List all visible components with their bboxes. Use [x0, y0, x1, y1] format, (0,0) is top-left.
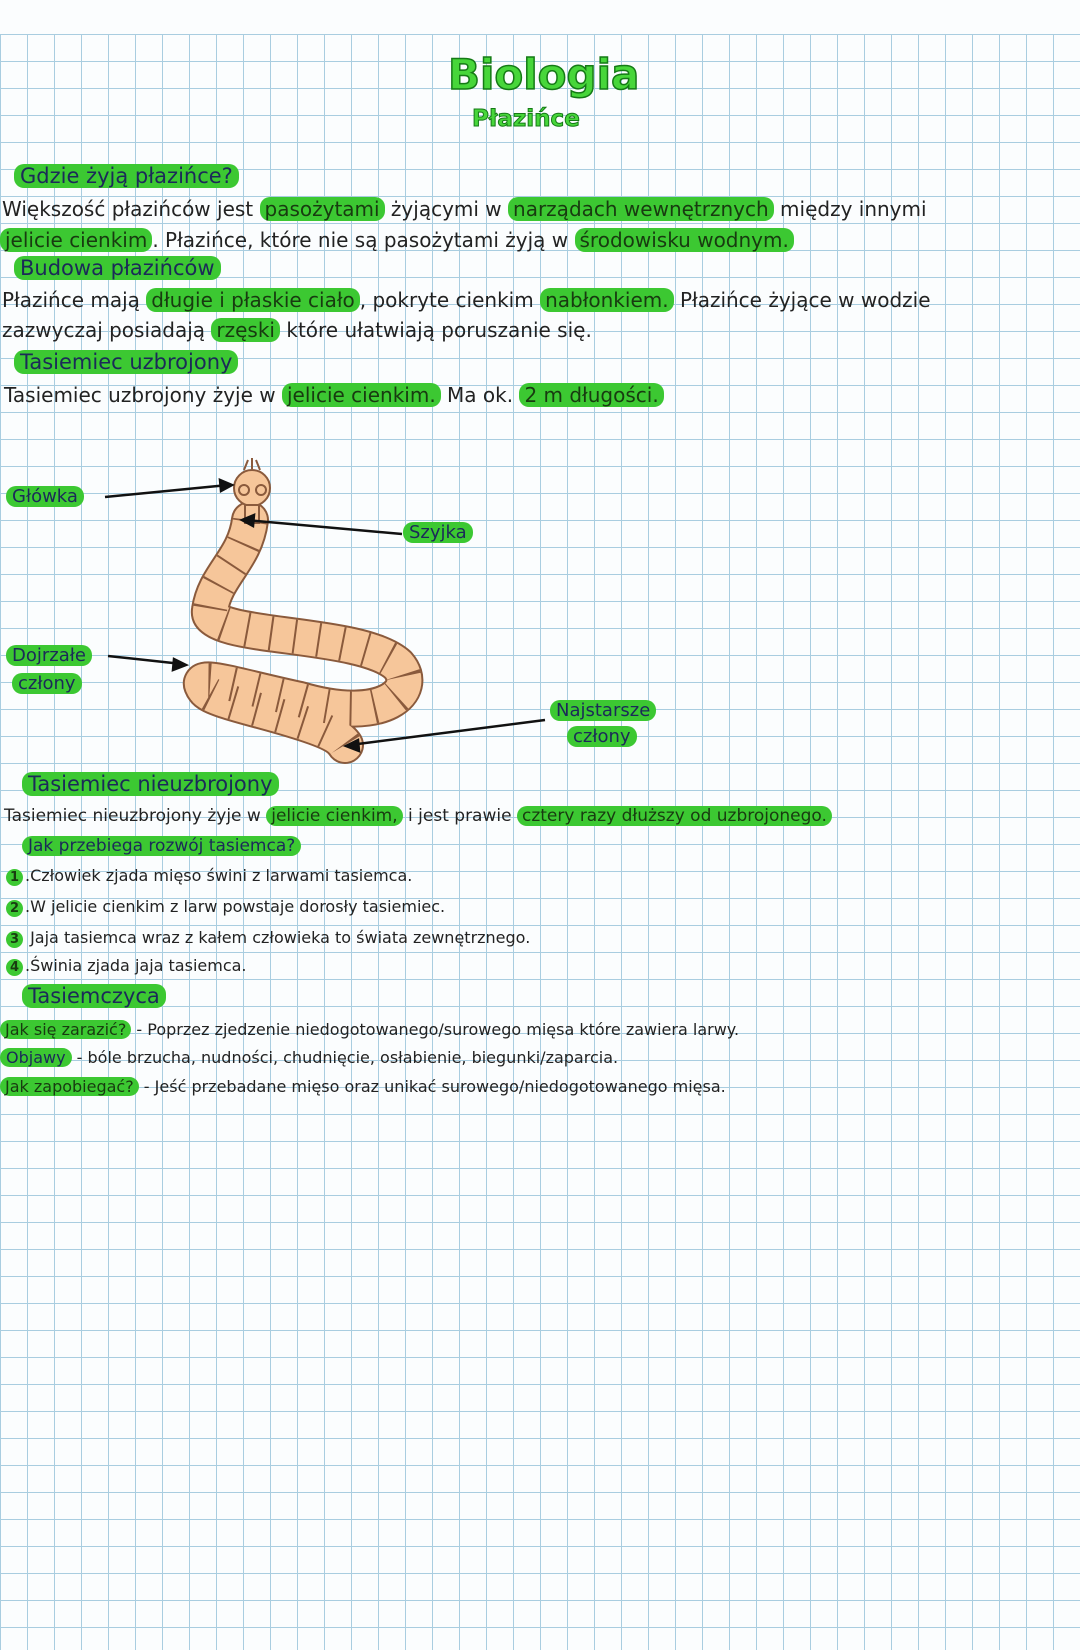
section-heading-habitat: Gdzie żyją płazińce? — [14, 164, 239, 188]
label-oldest-segments-2: człony — [567, 726, 637, 747]
development-step-1: 1 .Człowiek zjada mięso świni z larwami tasiemca. — [6, 866, 412, 886]
page-title: Biologia — [448, 50, 640, 99]
tapeworm-body — [202, 520, 405, 745]
development-step-4: 4 .Świnia zjada jaja tasiemca. — [6, 956, 247, 976]
label-oldest-segments-1: Najstarsze — [550, 700, 656, 721]
section-heading-taeniasis: Tasiemczyca — [22, 984, 166, 1008]
label-mature-segments-2: człony — [12, 673, 82, 694]
label-head: Główka — [6, 486, 84, 507]
development-step-2: 2 .W jelicie cienkim z larw powstaje dorosły tasiemiec. — [6, 897, 445, 917]
structure-line-2: zazwyczaj posiadają rzęski które ułatwiają poruszanie się. — [2, 318, 592, 342]
page-subtitle: Płazińce — [472, 106, 580, 132]
habitat-line-2: jelicie cienkim . Płazińce, które nie są pasożytami żyją w środowisku wodnym. — [0, 228, 794, 252]
section-heading-structure: Budowa płazińców — [14, 256, 221, 280]
infection-line: Jak się zarazić? - Poprzez zjedzenie niedogotowanego/surowego mięsa które zawiera larwy. — [0, 1020, 739, 1039]
structure-line-1: Płazińce mają długie i płaskie ciało , pokryte cienkim nabłonkiem. Płazińce żyjące w wodzie — [2, 288, 931, 312]
section-heading-unarmed-tapeworm: Tasiemiec nieuzbrojony — [22, 772, 279, 796]
development-question: Jak przebiega rozwój tasiemca? — [22, 836, 301, 856]
habitat-line-1: Większość płazińców jest pasożytami żyjącymi w narządach wewnętrznych między innymi — [2, 197, 927, 221]
label-mature-segments-1: Dojrzałe — [6, 645, 92, 666]
development-step-3: 3 Jaja tasiemca wraz z kałem człowieka to świata zewnętrznego. — [6, 928, 530, 948]
armed-tapeworm-line: Tasiemiec uzbrojony żyje w jelicie cienkim. Ma ok. 2 m długości. — [4, 383, 664, 407]
prevention-line: Jak zapobiegać? - Jeść przebadane mięso oraz unikać surowego/niedogotowanego mięsa. — [0, 1077, 726, 1096]
unarmed-tapeworm-line: Tasiemiec nieuzbrojony żyje w jelicie cienkim, i jest prawie cztery razy dłuższy od uzbrojonego. — [4, 806, 832, 826]
label-neck: Szyjka — [403, 522, 473, 543]
section-heading-armed-tapeworm: Tasiemiec uzbrojony — [14, 350, 238, 374]
symptoms-line: Objawy - bóle brzucha, nudności, chudnięcie, osłabienie, biegunki/zaparcia. — [0, 1048, 618, 1067]
